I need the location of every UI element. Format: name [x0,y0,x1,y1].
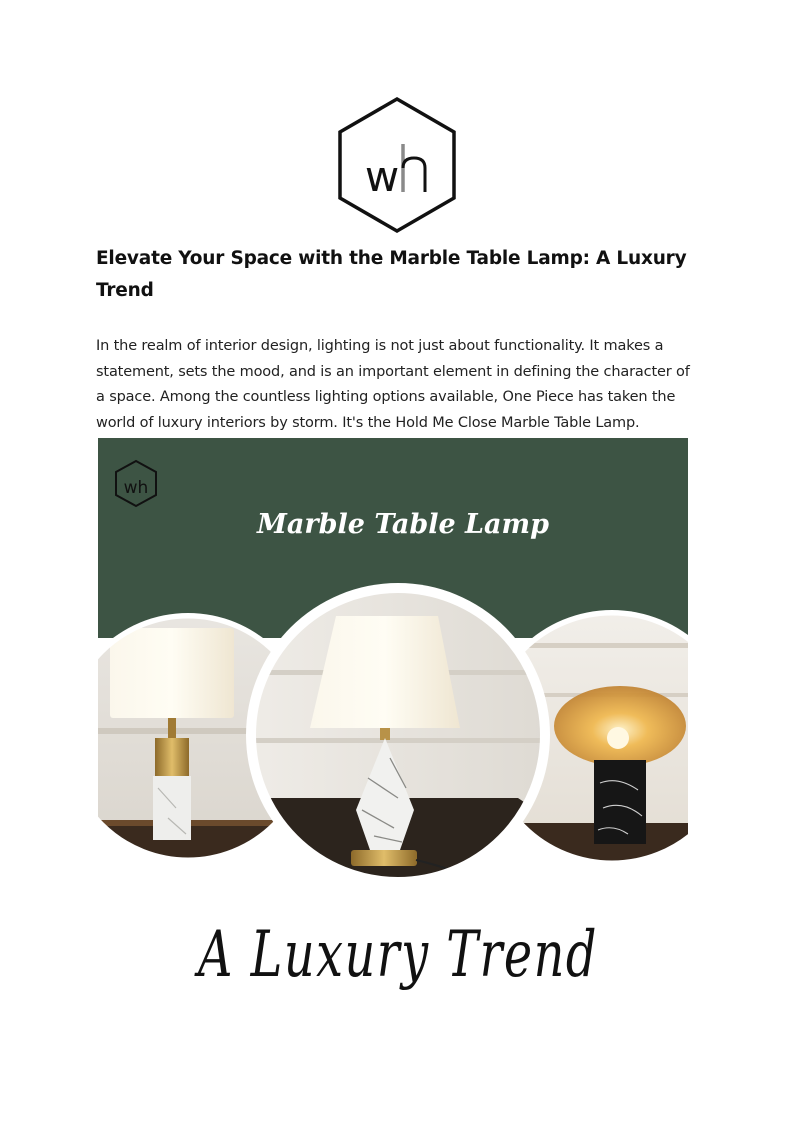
tagline [0,880,795,1010]
banner-heading: Marble Table Lamp [257,509,549,540]
wh-hexagon-logo-icon [336,96,458,234]
article-intro: In the realm of interior design, lighting is not just about functionality. It makes a statement, sets the mood, and is an important element in defining the character of a space. Among the countless lighting options available, One Piece has taken the world of luxury interiors by storm. It's the Hold Me Close Marble Table Lamp. [96,338,690,431]
article-title: Elevate Your Space with the Marble Table Lamp: A Luxury Trend [96,248,687,301]
brand-logo [336,96,458,234]
logo-letters: w [364,152,400,201]
center-lamp-photo [246,583,550,888]
banner-badge-letters: wh [123,478,149,498]
banner-image [98,438,688,908]
tagline-text: A Luxury Trend [194,918,599,992]
